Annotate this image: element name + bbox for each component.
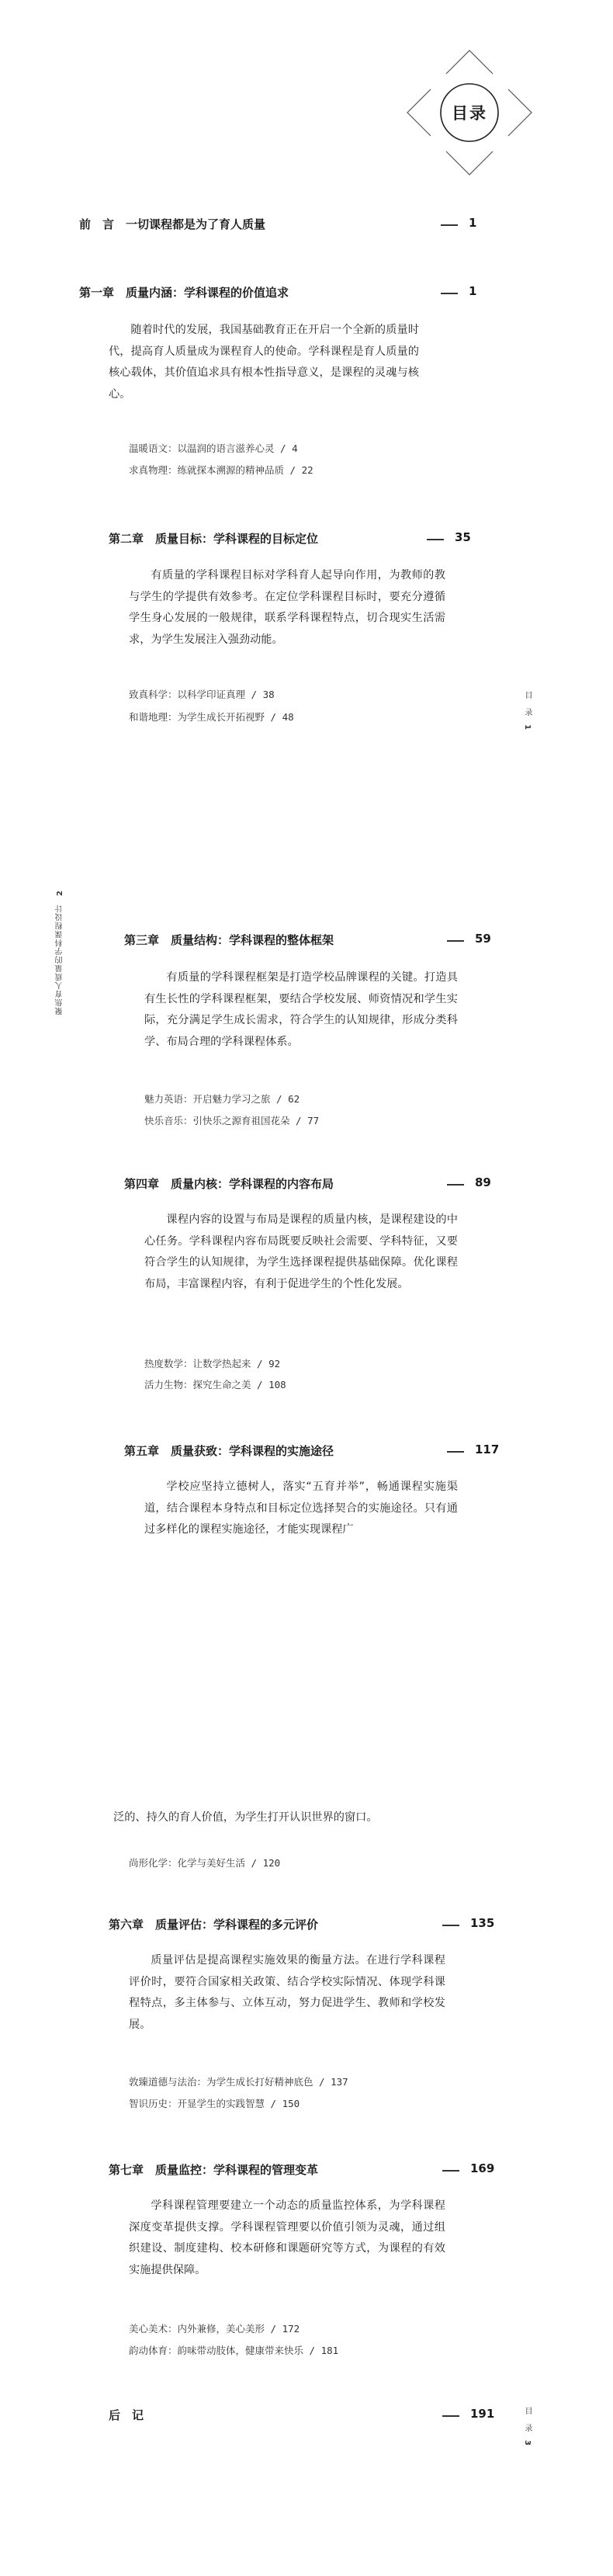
chapter-1-article-1[interactable]: 温暖语文：以温润的语言滋养心灵 / 4 (129, 443, 298, 454)
toc-entry-chapter-2[interactable] (109, 530, 481, 549)
toc-entry-afterword[interactable] (109, 2407, 497, 2425)
chapter-5-summary-part-2: 泛的、持久的育人价值，为学生打开认识世界的窗口。 (113, 1811, 378, 1824)
chapter-7-article-2[interactable]: 韵动体育：韵味带动肢体，健康带来快乐 / 181 (129, 2345, 339, 2356)
running-head-right-bottom (521, 2407, 533, 2446)
entry-title: 第六章 质量评估：学科课程的多元评价 (109, 1918, 319, 1932)
entry-page: 191 (470, 2407, 495, 2421)
toc-entry-chapter-6[interactable] (109, 1916, 497, 1935)
leader-dash (447, 1184, 464, 1186)
toc-entry-chapter-3[interactable] (124, 932, 497, 950)
entry-title: 第三章 质量结构：学科课程的整体框架 (124, 933, 334, 947)
running-head-page: 1 (523, 724, 532, 731)
running-head-label: 聚焦育人质量的学科课程设计 (56, 904, 64, 1015)
entry-page: 1 (469, 284, 477, 298)
chapter-3-article-1[interactable]: 魅力英语：开启魅力学习之旅 / 62 (144, 1093, 300, 1105)
entry-title: 后 记 (109, 2408, 144, 2422)
chapter-7-summary: 学科课程管理要建立一个动态的质量监控体系，为学科课程深度变革提供支撑。学科课程管理要以价值引领为灵魂，通过组织建设、制度建构、校本研修和课题研究等方式，为课程的有效实施提供保障。 (129, 2199, 445, 2276)
entry-page: 169 (470, 2161, 495, 2175)
leader-dash (441, 293, 458, 294)
running-head-label: 目 录 (523, 691, 532, 717)
chapter-1-article-2[interactable]: 求真物理：练就探本溯源的精神品质 / 22 (129, 464, 313, 476)
running-head-page: 2 (56, 890, 64, 896)
chapter-5-summary-part-1: 学校应坚持立德树人，落实“五育并举”，畅通课程实施渠道，结合课程本身特点和目标定位选择契合的实施途径。只有通过多样化的课程实施途径，才能实现课程广 (144, 1481, 458, 1536)
chapter-6-article-1[interactable]: 敦臻道德与法治：为学生成长打好精神底色 / 137 (129, 2076, 348, 2088)
entry-title: 第四章 质量内核：学科课程的内容布局 (124, 1177, 334, 1191)
leader-dash (447, 1451, 464, 1453)
chapter-3-article-2[interactable]: 快乐音乐：引快乐之源育祖国花朵 / 77 (144, 1115, 320, 1127)
chapter-3-summary: 有质量的学科课程框架是打造学校品牌课程的关键。打造具有生长性的学科课程框架，要结合学校发展、师资情况和学生实际，充分满足学生成长需求，符合学生的认知规律，形成分类科学、布局合理的学科课程体系。 (144, 971, 458, 1048)
entry-title: 第二章 质量目标：学科课程的目标定位 (109, 532, 319, 546)
leader-dash (442, 1925, 459, 1926)
leader-dash (447, 940, 464, 942)
contents-emblem (403, 47, 535, 179)
leader-dash (427, 539, 444, 540)
chapter-6-article-2[interactable]: 智识历史：开显学生的实践智慧 / 150 (129, 2098, 300, 2109)
entry-page: 1 (469, 216, 477, 230)
chapter-2-article-2[interactable]: 和谐地理：为学生成长开拓视野 / 48 (129, 711, 294, 723)
entry-page: 89 (475, 1175, 491, 1189)
running-head-page: 3 (523, 2440, 532, 2447)
leader-dash (441, 224, 458, 226)
entry-page: 59 (475, 932, 491, 946)
leader-dash (442, 2170, 459, 2172)
chapter-4-article-1[interactable]: 热度数学：让数学热起来 / 92 (144, 1358, 281, 1370)
entry-page: 35 (455, 530, 471, 544)
chapter-4-article-2[interactable]: 活力生物：探究生命之美 / 108 (144, 1379, 286, 1390)
toc-entry-chapter-5[interactable] (124, 1442, 512, 1461)
running-head-label: 目 录 (523, 2407, 532, 2432)
chapter-1-summary: 随着时代的发展，我国基础教育正在开启一个全新的质量时代，提高育人质量成为课程育人的使命。学科课程是育人质量的核心载体，其价值追求具有根本性指导意义，是课程的灵魂与核心。 (109, 324, 419, 401)
chapter-5-article-1[interactable]: 尚形化学：化学与美好生活 / 120 (129, 1857, 281, 1869)
running-head-right-top (521, 691, 533, 731)
entry-title: 第一章 质量内涵：学科课程的价值追求 (79, 286, 289, 300)
chapter-4-summary: 课程内容的设置与布局是课程的质量内核，是课程建设的中心任务。学科课程内容布局既要反映社会需要、学科特征，又要符合学生的认知规律，为学生选择课程提供基础保障。优化课程布局，丰富课程内容，有利于促进学生的个性化发展。 (144, 1213, 458, 1290)
entry-title: 第七章 质量监控：学科课程的管理变革 (109, 2163, 319, 2177)
entry-page: 117 (475, 1442, 500, 1456)
toc-entry-chapter-1[interactable] (79, 284, 483, 303)
running-head-left (54, 890, 66, 1015)
chapter-7-article-1[interactable]: 美心美术：内外兼修，美心美形 / 172 (129, 2323, 300, 2335)
chapter-2-article-1[interactable]: 致真科学：以科学印证真理 / 38 (129, 689, 275, 700)
page-title: 目录 (452, 104, 487, 123)
toc-entry-chapter-4[interactable] (124, 1175, 497, 1194)
leader-dash (442, 2415, 459, 2417)
toc-entry-preface[interactable] (79, 216, 483, 234)
entry-title: 前 言 一切课程都是为了育人质量 (79, 217, 266, 231)
toc-entry-chapter-7[interactable] (109, 2161, 497, 2180)
entry-page: 135 (470, 1916, 495, 1930)
entry-title: 第五章 质量获致：学科课程的实施途径 (124, 1444, 334, 1458)
chapter-6-summary: 质量评估是提高课程实施效果的衡量方法。在进行学科课程评价时，要符合国家相关政策、结合学校实际情况、体现学科课程特点，多主体参与、立体互动，努力促进学生、教师和学校发展。 (129, 1954, 445, 2031)
chapter-2-summary: 有质量的学科课程目标对学科育人起导向作用，为教师的教与学生的学提供有效参考。在定位学科课程目标时，要充分遵循学生身心发展的一般规律，联系学科课程特点，切合现实生活需求，为学生发展注入强劲动能。 (129, 569, 445, 646)
